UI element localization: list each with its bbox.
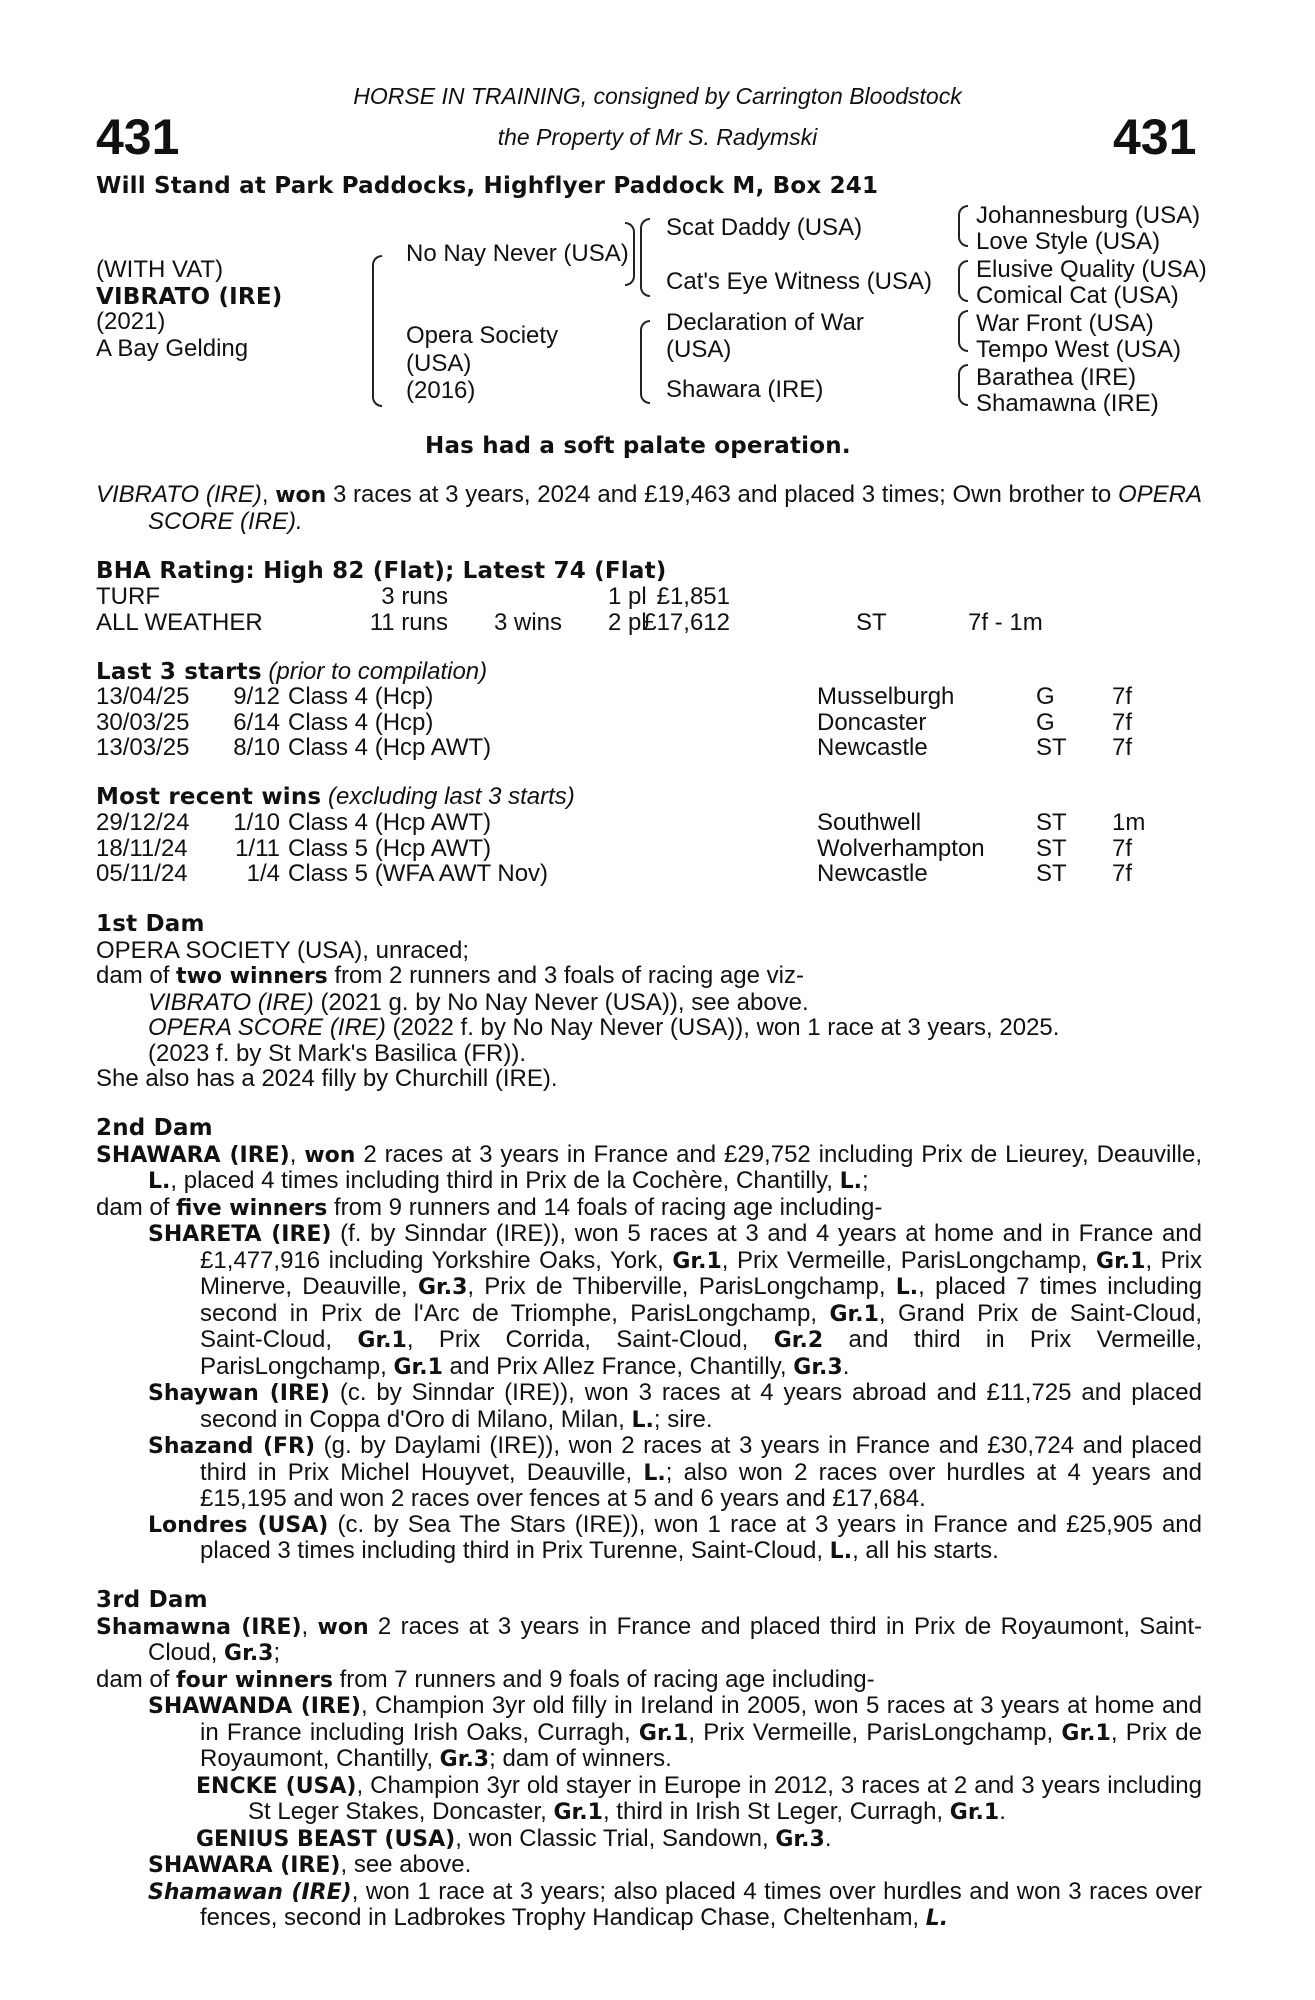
class: Class 5 (WFA AWT Nov) xyxy=(288,860,549,887)
surface: TURF xyxy=(96,583,160,610)
position: 6/14 xyxy=(233,708,280,736)
recent-wins-table xyxy=(96,810,1146,887)
grade: Gr.1 xyxy=(829,1301,879,1327)
consignment-line: HORSE IN TRAINING, consigned by Carrington Bloodstock xyxy=(353,83,962,109)
third-dam-heading: 3rd Dam xyxy=(96,1587,208,1613)
pedigree-dds: Barathea (IRE) xyxy=(976,364,1137,391)
produce-vibrato: VIBRATO (IRE) xyxy=(148,988,314,1016)
going: ST xyxy=(1036,809,1067,836)
first-dam-l2c: from 2 runners and 3 foals of racing age viz- xyxy=(327,962,804,989)
class: Class 4 (Hcp AWT) xyxy=(288,734,492,761)
pedigree-brace-dam-parents xyxy=(640,320,650,404)
pedigree-dss: War Front (USA) xyxy=(976,310,1154,337)
shareta-name: SHARETA (IRE) xyxy=(148,1222,332,1247)
pedigree-brace-1 xyxy=(372,255,382,407)
pedigree-sire-sire: Scat Daddy (USA) xyxy=(666,214,863,241)
shaywan-name: Shaywan (IRE) xyxy=(148,1381,330,1406)
shaywan-end: ; sire. xyxy=(653,1405,713,1433)
punctuation: . xyxy=(999,1798,1006,1825)
pedigree-brace-g1 xyxy=(958,205,968,247)
second-dam-winners: five winners xyxy=(176,1195,328,1221)
date: 29/12/24 xyxy=(96,809,190,836)
shawanda-name: SHAWANDA (IRE) xyxy=(148,1694,361,1719)
shareta-text: , Grand Prix de Saint-Cloud, Saint-Cloud, xyxy=(200,1299,1202,1353)
medical-note: Has had a soft palate operation. xyxy=(425,433,851,459)
pedigree-dam-line2: (USA) xyxy=(406,350,472,377)
produce-londres xyxy=(96,1512,1202,1565)
placed: 2 pl xyxy=(608,608,647,636)
shamawna-won: won xyxy=(317,1614,369,1640)
surface: ALL WEATHER xyxy=(96,608,263,636)
race-summary: VIBRATO (IRE), won 3 races at 3 years, 2024 and £19,463 and placed 3 times; Own brother to OPERA SCORE (IRE). xyxy=(96,481,1202,535)
shareta-text: , Prix Corrida, Saint-Cloud, xyxy=(406,1326,774,1353)
genius-beast-text: , won Classic Trial, Sandown, xyxy=(455,1824,776,1852)
pedigree-sdd: Comical Cat (USA) xyxy=(976,282,1179,309)
going: ST xyxy=(1036,734,1067,761)
prize: £1,851 xyxy=(656,583,730,610)
bha-rating: BHA Rating: High 82 (Flat); Latest 74 (Flat) xyxy=(96,558,667,584)
grade: Gr.1 xyxy=(638,1720,689,1746)
grade: Gr.1 xyxy=(357,1328,407,1353)
vat-note: (WITH VAT) xyxy=(96,256,224,283)
grade: L. xyxy=(643,1460,666,1486)
grade: Gr.3 xyxy=(775,1826,825,1852)
shamawna-name: Shamawna (IRE) xyxy=(96,1614,302,1640)
grade: L. xyxy=(895,1275,919,1300)
produce-opera-score-text: (2022 f. by No Nay Never (USA)), won 1 race at 3 years, 2025. xyxy=(385,1014,1060,1041)
distance: 7f xyxy=(1112,683,1133,710)
pedigree-brace-g4 xyxy=(958,364,968,406)
grade: Gr.1 xyxy=(393,1354,443,1380)
horse-year: (2021) xyxy=(96,308,166,335)
distance: 7f xyxy=(1112,834,1133,862)
pedigree-dam-dam: Shawara (IRE) xyxy=(666,376,824,403)
shawara-won: won xyxy=(304,1142,356,1168)
shaywan-text: (c. by Sinndar (IRE)), won 3 races at 4 years abroad and £11,725 and placed second in Coppa d'Oro di Milano, Milan, xyxy=(200,1379,1202,1433)
second-dam-l2a: dam of xyxy=(96,1193,177,1221)
produce-shamawan xyxy=(96,1879,1202,1932)
distance: 7f xyxy=(1112,708,1133,736)
encke-name: ENCKE (USA) xyxy=(196,1773,357,1799)
course: Musselburgh xyxy=(817,683,955,710)
class: Class 4 (Hcp) xyxy=(288,708,434,736)
second-dam-section: 2nd Dam SHAWARA (IRE), won 2 races at 3 years in France and £29,752 including Prix de Lieurey, Deauville, L., placed 4 times including third in Prix de la Cochère, Chantilly, L.; dam of five winners from 9 runners and 14 foals of racing age including- SHARETA (IRE) (f. by Sinndar (IRE)), won 5 races at 3 and 4 years at home and in France and £1,477,916 including Yorkshire Oaks, York, Gr.1, Prix Vermeille, ParisLongchamp, Gr.1, Prix Minerve, Deauville, Gr.3, Prix de Thiberville, ParisLongchamp, L., placed 7 times including second in Prix de l'Arc de Triomphe, ParisLongchamp, Gr.1, Grand Prix de Saint-Cloud, Saint-Cloud, Gr.1, Prix Corrida, Saint-Cloud, Gr.2 and third in Prix Vermeille, ParisLongchamp, Gr.1 and Prix Allez France, Chantilly, Gr.3. Shaywan (IRE) (c. by Sinndar (IRE)), won 3 races at 4 years abroad and £11,725 and placed second in Coppa d'Oro di Milano, Milan, L.; sire. Shazand (FR) (g. by Daylami (IRE)), won 2 races at 3 years in France and £30,724 and placed third in Prix Michel Houyvet, Deauville, L.; also won 2 races over hurdles at 4 years and £15,195 and won 2 races over fences at 5 and 6 years and £17,684. Londres (USA) (c. by Sea The Stars (IRE)), won 1 race at 3 years in France and £25,905 and placed 3 times including third in Prix Turenne, Saint-Cloud, L., all his starts. xyxy=(96,1115,1203,1564)
punctuation: . xyxy=(842,1352,850,1380)
shawanda-text: , Prix de Royaumont, Chantilly, xyxy=(200,1718,1202,1772)
going: G xyxy=(1036,683,1055,710)
class: Class 4 (Hcp) xyxy=(288,683,434,710)
genius-beast-name: GENIUS BEAST (USA) xyxy=(196,1826,456,1852)
third-dam-l2a: dam of xyxy=(96,1665,177,1693)
grade: L. xyxy=(925,1906,949,1931)
shareta-text: , Prix Vermeille, ParisLongchamp, xyxy=(721,1246,1097,1274)
grade: Gr.1 xyxy=(672,1248,722,1274)
date: 13/03/25 xyxy=(96,734,190,761)
pedigree-brace-g3 xyxy=(958,310,968,352)
position: 9/12 xyxy=(233,683,280,710)
shazand-text: (g. by Daylami (IRE)), won 2 races at 3 years in France and £30,724 and placed third in Prix Michel Houyvet, Deauville, xyxy=(200,1432,1202,1486)
third-dam-winners: four winners xyxy=(176,1667,333,1693)
going: G xyxy=(1036,708,1055,736)
shareta-text: , Prix Minerve, Deauville, xyxy=(200,1246,1203,1300)
produce-2023: (2023 f. by St Mark's Basilica (FR)). xyxy=(148,1039,526,1067)
produce-shawanda xyxy=(96,1693,1202,1773)
shawara-text2: , placed 4 times including third in Prix de la Cochère, Chantilly, xyxy=(170,1167,840,1194)
class: Class 4 (Hcp AWT) xyxy=(288,809,492,836)
course: Wolverhampton xyxy=(817,834,985,862)
first-dam-line1: OPERA SOCIETY (USA), unraced; xyxy=(96,936,470,964)
last-start-row xyxy=(96,735,1146,761)
shareta-text: and Prix Allez France, Chantilly, xyxy=(442,1352,794,1380)
summary-brother: OPERA SCORE (IRE). xyxy=(148,481,1202,535)
recent-win-row xyxy=(96,861,1146,887)
prize: £17,612 xyxy=(643,608,730,636)
produce-shawara xyxy=(96,1852,1202,1879)
first-dam-l2a: dam of xyxy=(96,962,177,989)
position: 8/10 xyxy=(233,734,280,761)
rating-table xyxy=(96,584,1096,635)
rating-row xyxy=(96,584,1096,610)
class: Class 5 (Hcp AWT) xyxy=(288,834,492,862)
position: 1/4 xyxy=(246,860,280,887)
summary-won: won xyxy=(275,483,327,508)
pedigree-dam-sire-line1: Declaration of War xyxy=(666,309,864,336)
distance: 7f xyxy=(1112,860,1133,887)
grade: L. xyxy=(631,1407,654,1433)
shawara-ref-name: SHAWARA (IRE) xyxy=(148,1853,341,1878)
distance: 7f xyxy=(1112,734,1133,761)
course: Southwell xyxy=(817,809,922,836)
date: 18/11/24 xyxy=(96,834,188,862)
shawara-listed-2: L. xyxy=(839,1169,862,1194)
shareta-text: , placed 7 times including second in Prix de l'Arc de Triomphe, ParisLongchamp, xyxy=(200,1273,1203,1327)
produce-shareta xyxy=(96,1221,1202,1380)
recent-wins-title: Most recent wins xyxy=(96,784,322,810)
third-dam-section: 3rd Dam Shamawna (IRE), won 2 races at 3 years in France and placed third in Prix de Royaumont, Saint-Cloud, Gr.3; dam of four winners from 7 runners and 9 foals of racing age including- SHAWANDA (IRE), Champion 3yr old filly in Ireland in 2005, won 5 races at 3 years at home and in France including Irish Oaks, Curragh, Gr.1, Prix Vermeille, ParisLongchamp, Gr.1, Prix de Royaumont, Chantilly, Gr.3; dam of winners. ENCKE (USA), Champion 3yr old stayer in Europe in 2012, 3 races at 2 and 3 years including St Leger Stakes, Doncaster, Gr.1, third in Irish St Leger, Curragh, Gr.1. GENIUS BEAST (USA), won Classic Trial, Sandown, Gr.3. SHAWARA (IRE), see above. Shamawan (IRE), won 1 race at 3 years; also placed 4 times over hurdles and won 3 races over fences, second in Ladbrokes Trophy Handicap Chase, Cheltenham, L. xyxy=(96,1587,1202,1931)
grade: Gr.3 xyxy=(793,1354,843,1380)
last-start-row xyxy=(96,710,1146,736)
first-dam-section xyxy=(96,912,1202,1092)
third-dam-l2c: from 7 runners and 9 foals of racing age including- xyxy=(332,1665,875,1693)
summary-text: 3 races at 3 years, 2024 and £19,463 and placed 3 times; Own brother to xyxy=(333,481,1112,508)
grade: Gr.1 xyxy=(1096,1248,1146,1274)
property-line: the Property of Mr S. Radymski xyxy=(497,124,818,150)
last-start-row xyxy=(96,684,1146,710)
shazand-name: Shazand (FR) xyxy=(148,1434,316,1459)
going: ST xyxy=(1036,834,1067,862)
recent-wins-heading xyxy=(96,783,575,811)
second-dam-heading: 2nd Dam xyxy=(96,1115,213,1141)
going: ST xyxy=(1036,860,1067,887)
pedigree-sire: No Nay Never (USA) xyxy=(406,240,629,267)
shawara-end: ; xyxy=(862,1167,869,1194)
runs: 3 runs xyxy=(381,583,448,610)
pedigree-ssd: Love Style (USA) xyxy=(976,228,1161,255)
position: 1/11 xyxy=(235,834,280,862)
lot-number-left: 431 xyxy=(96,109,180,165)
londres-name: Londres (USA) xyxy=(148,1512,329,1538)
londres-text: (c. by Sea The Stars (IRE)), won 1 race at 3 years in France and £25,905 and placed 3 times including third in Prix Turenne, Saint-Cloud, xyxy=(200,1510,1203,1564)
shareta-text: and third in Prix Vermeille, ParisLongchamp, xyxy=(200,1326,1202,1380)
wins: 3 wins xyxy=(494,608,563,636)
grade: Gr.3 xyxy=(417,1275,468,1300)
shareta-text: , Prix de Thiberville, ParisLongchamp, xyxy=(467,1273,896,1300)
recent-win-row xyxy=(96,836,1146,862)
grade: Gr.3 xyxy=(224,1641,274,1666)
placed: 1 pl xyxy=(608,583,647,610)
horse-name: VIBRATO (IRE) xyxy=(96,284,283,310)
shawanda-text: , Prix Vermeille, ParisLongchamp, xyxy=(688,1718,1062,1746)
first-dam-also: She also has a 2024 filly by Churchill (IRE). xyxy=(96,1065,558,1092)
shamawna-text: 2 races at 3 years in France and placed third in Prix de Royaumont, Saint-Cloud, xyxy=(148,1612,1202,1666)
grade: Gr.1 xyxy=(553,1800,603,1825)
going: ST xyxy=(856,608,887,636)
pedigree-dam-sire-line2: (USA) xyxy=(666,336,732,363)
londres-end: , all his starts. xyxy=(852,1537,999,1564)
date: 13/04/25 xyxy=(96,683,190,710)
grade: Gr.1 xyxy=(949,1800,1000,1825)
last-starts-subtitle: (prior to compilation) xyxy=(268,658,488,685)
shamawan-text: , won 1 race at 3 years; also placed 4 times over hurdles and won 3 races over fences, second in Ladbrokes Trophy Handicap Chase, Cheltenham, xyxy=(200,1877,1202,1931)
shamawan-name: Shamawan (IRE) xyxy=(148,1879,352,1905)
distance: 1m xyxy=(1112,809,1146,836)
position: 1/10 xyxy=(233,809,280,836)
pedigree-dam-line1: Opera Society xyxy=(406,322,559,349)
grade: Gr.3 xyxy=(439,1747,490,1772)
last-starts-heading xyxy=(96,658,487,686)
summary-horse-name: VIBRATO (IRE) xyxy=(96,481,262,508)
shawara-ref-text: , see above. xyxy=(340,1851,472,1878)
pedigree-sire-dam: Cat's Eye Witness (USA) xyxy=(666,268,932,295)
punctuation: . xyxy=(824,1824,832,1852)
distance: 7f - 1m xyxy=(968,608,1043,636)
produce-shazand xyxy=(96,1433,1202,1512)
recent-win-row xyxy=(96,810,1146,836)
last-starts-title: Last 3 starts xyxy=(96,659,262,685)
date: 30/03/25 xyxy=(96,708,190,736)
shawara-text: 2 races at 3 years in France and £29,752 including Prix de Lieurey, Deauville, xyxy=(355,1140,1203,1168)
second-dam-l2c: from 9 runners and 14 foals of racing age including- xyxy=(327,1193,883,1221)
shamawna-end: ; xyxy=(273,1639,281,1666)
first-dam-winners: two winners xyxy=(176,964,328,989)
pedigree-dam-line3: (2016) xyxy=(406,377,476,404)
grade: Gr.2 xyxy=(773,1328,824,1353)
stand-location: Will Stand at Park Paddocks, Highflyer Paddock M, Box 241 xyxy=(96,173,879,199)
produce-opera-score: OPERA SCORE (IRE) xyxy=(148,1014,386,1041)
lot-number-right: 431 xyxy=(1113,109,1197,165)
runs: 11 runs xyxy=(369,608,448,636)
last-starts-table xyxy=(96,684,1146,761)
shareta-text: (f. by Sinndar (IRE)), won 5 races at 3 and 4 years at home and in France and £1,477,916 including Yorkshire Oaks, York, xyxy=(200,1220,1202,1274)
first-dam-heading: 1st Dam xyxy=(96,911,205,937)
shawanda-text: , Champion 3yr old filly in Ireland in 2005, won 5 races at 3 years at home and in France including Irish Oaks, Curragh, xyxy=(200,1692,1202,1746)
rating-row xyxy=(96,610,1096,636)
pedigree-dsd: Tempo West (USA) xyxy=(976,336,1181,363)
shazand-end: ; also won 2 races over hurdles at 4 years and £15,195 and won 2 races over fences at 5 and 6 years and £17,684. xyxy=(200,1458,1203,1512)
produce-shaywan xyxy=(96,1380,1202,1433)
recent-wins-subtitle: (excluding last 3 starts) xyxy=(328,783,575,810)
pedigree-sss: Johannesburg (USA) xyxy=(976,202,1201,229)
grade: Gr.1 xyxy=(1061,1720,1111,1746)
date: 05/11/24 xyxy=(96,860,188,887)
produce-encke xyxy=(96,1773,1202,1826)
course: Newcastle xyxy=(817,860,928,887)
encke-text: , Champion 3yr old stayer in Europe in 2012, 3 races at 2 and 3 years including St Leger Stakes, Doncaster, xyxy=(248,1771,1202,1825)
encke-text: , third in Irish St Leger, Curragh, xyxy=(602,1798,950,1825)
pedigree-sds: Elusive Quality (USA) xyxy=(976,256,1207,283)
produce-genius-beast xyxy=(96,1826,1202,1853)
grade: L. xyxy=(829,1539,853,1564)
shawara-name: SHAWARA (IRE) xyxy=(96,1142,290,1168)
pedigree-ddd: Shamawna (IRE) xyxy=(976,390,1159,417)
shawanda-end: ; dam of winners. xyxy=(489,1745,672,1772)
pedigree-brace-sire-parents xyxy=(640,218,650,297)
shawara-listed-1: L. xyxy=(148,1169,171,1194)
course: Newcastle xyxy=(817,734,928,761)
pedigree-brace-g2 xyxy=(958,260,968,302)
horse-description: A Bay Gelding xyxy=(96,335,249,362)
produce-vibrato-text: (2021 g. by No Nay Never (USA)), see above. xyxy=(313,988,809,1016)
course: Doncaster xyxy=(817,708,927,736)
